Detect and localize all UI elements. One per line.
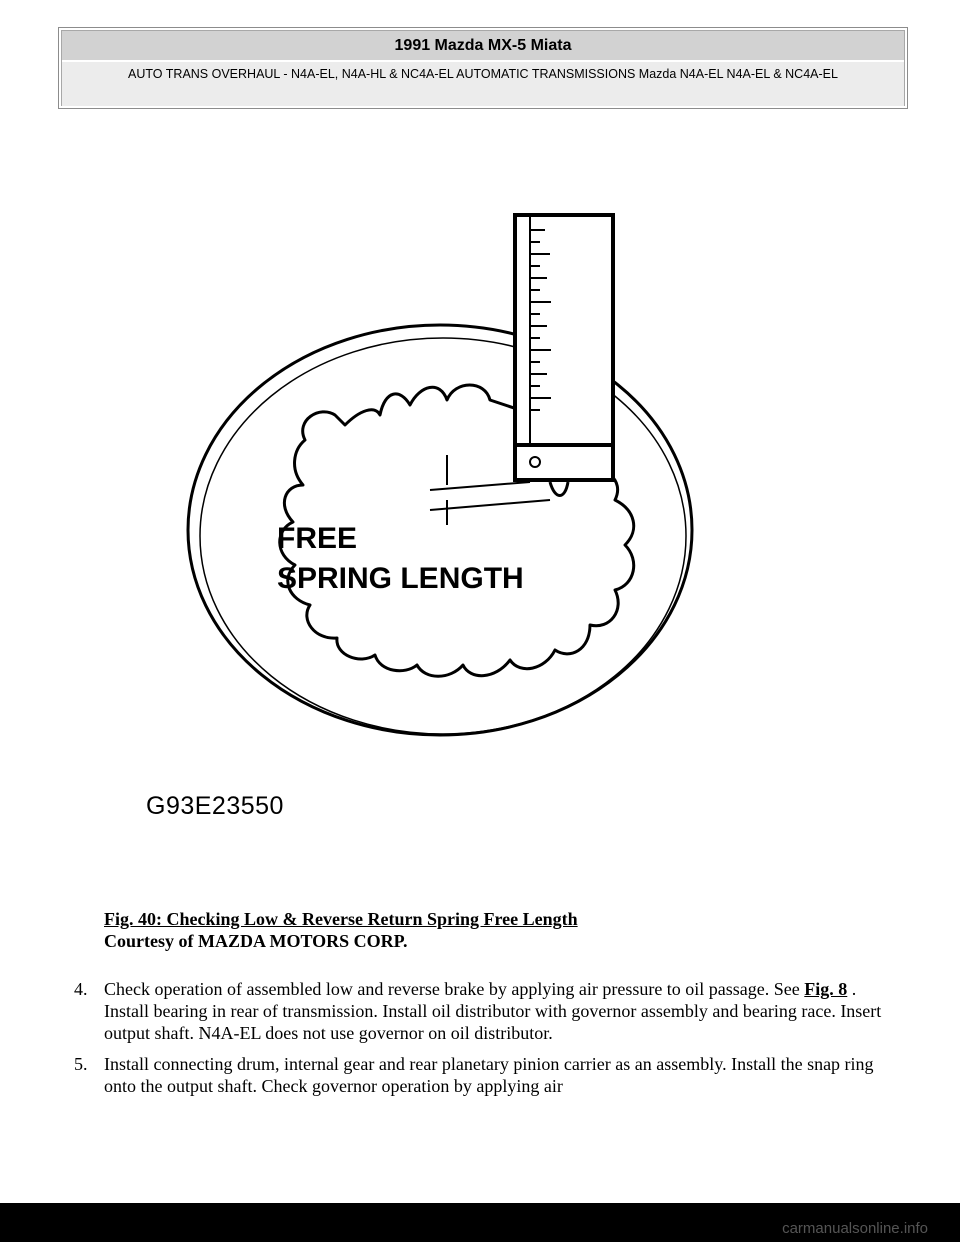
caption-title[interactable]: Fig. 40: Checking Low & Reverse Return Spring Free Length: [104, 909, 578, 929]
step-item: [74, 978, 904, 1044]
header-title: 1991 Mazda MX-5 Miata: [62, 31, 904, 62]
step-text-continued: . Install bearing in rear of transmission. Install oil distributor with governor assembly and bearing race. Insert output shaft. N4A-EL does not use governor on oil distributor.: [104, 979, 882, 1043]
footer-bar: [0, 1203, 960, 1242]
step-number: 5.: [74, 1054, 88, 1074]
dimension-line-top: [430, 482, 530, 490]
figure-label-free: FREE: [277, 522, 358, 555]
figure-caption: [104, 908, 864, 952]
footer-site-link[interactable]: carmanualsonline.info: [782, 1220, 928, 1237]
fig-8-link[interactable]: Fig. 8: [804, 979, 848, 999]
document-header: [58, 27, 908, 109]
step-text: Install connecting drum, internal gear and rear planetary pinion carrier as an assembly. Install the snap ring onto the output shaft. Check governor operation by applying air: [104, 1054, 874, 1096]
header-subtitle: AUTO TRANS OVERHAUL - N4A-EL, N4A-HL & NC4A-EL AUTOMATIC TRANSMISSIONS Mazda N4A-EL N4A-EL & NC4A-EL: [62, 62, 904, 106]
figure-image-code: G93E23550: [146, 792, 284, 820]
plate-outer-edge: [188, 325, 692, 735]
step-text: Check operation of assembled low and reverse brake by applying air pressure to oil passage. See: [104, 979, 805, 999]
header-frame: [61, 30, 905, 106]
figure-label-spring-length: SPRING LENGTH: [277, 562, 524, 595]
procedure-steps: [74, 978, 904, 1097]
caption-credit: Courtesy of MAZDA MOTORS CORP.: [104, 931, 408, 951]
step-item: [74, 1053, 904, 1097]
spring-coil: [550, 482, 568, 496]
spring-figure-illustration: [185, 210, 705, 835]
step-number: 4.: [74, 979, 88, 999]
